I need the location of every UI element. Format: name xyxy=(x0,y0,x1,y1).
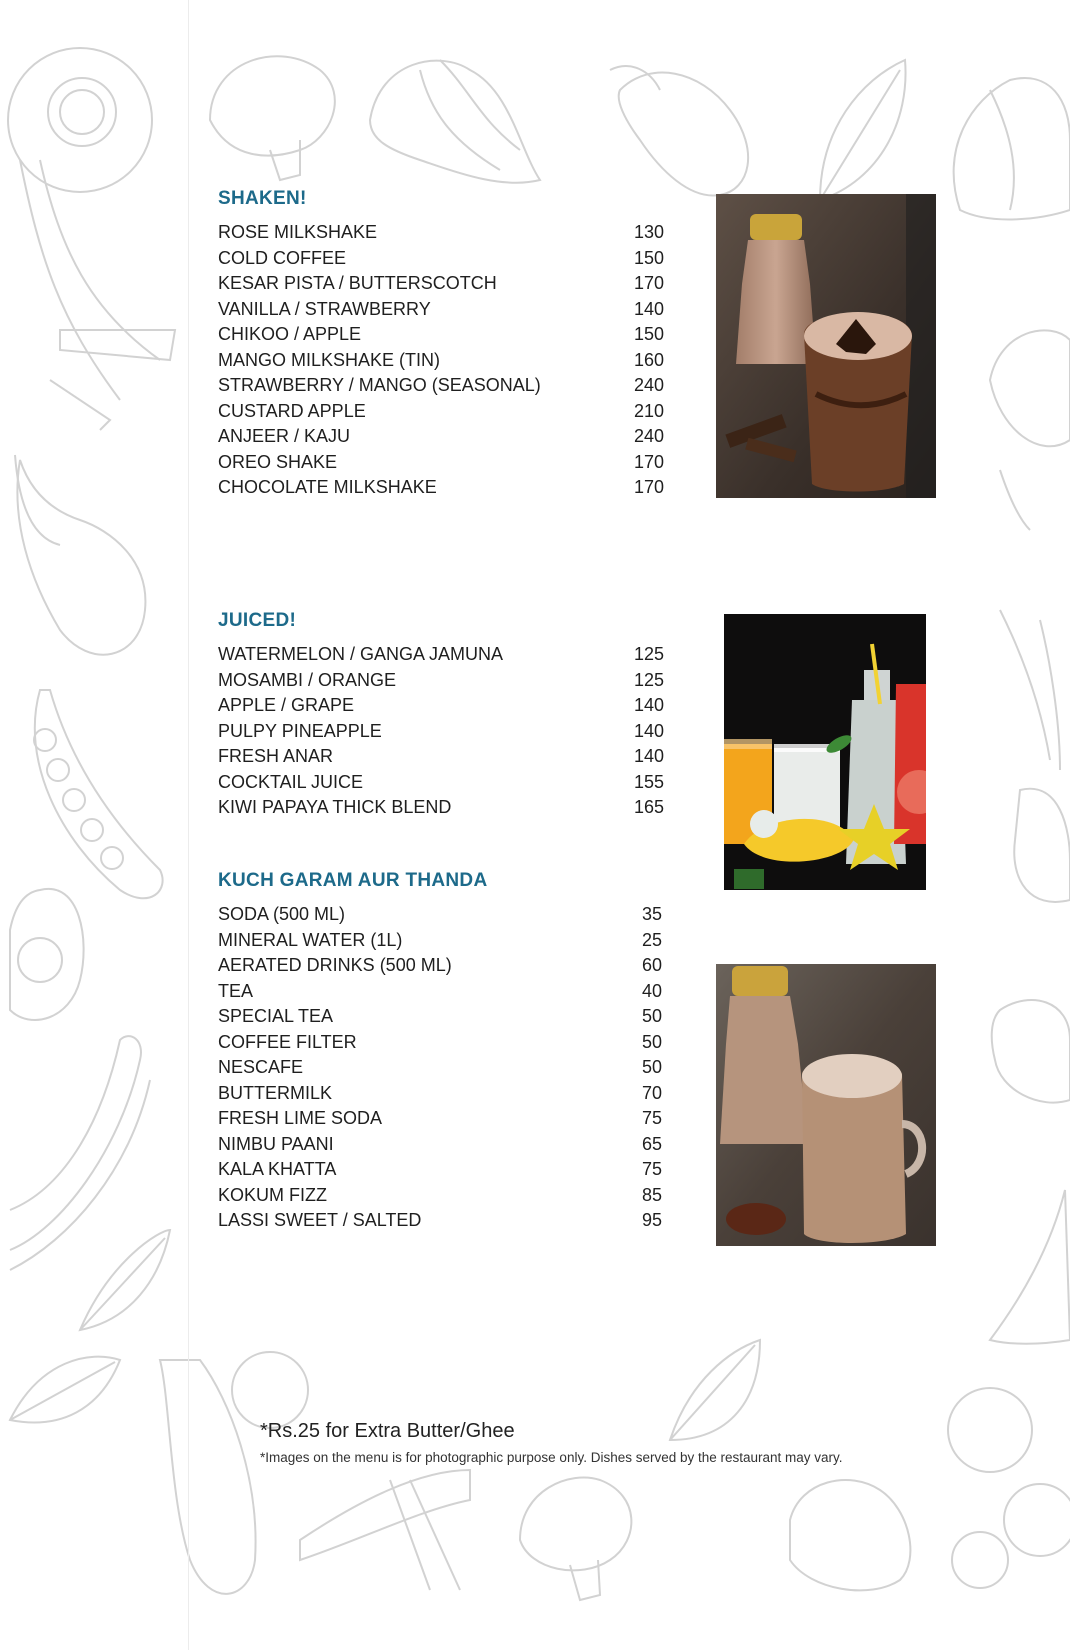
menu-item xyxy=(218,693,664,719)
menu-item-name: KOKUM FIZZ xyxy=(218,1184,327,1205)
menu-item-price: 85 xyxy=(641,1184,662,1205)
tomato-bottom-sketch-icon xyxy=(948,1388,1070,1588)
menu-item xyxy=(218,399,664,425)
menu-item xyxy=(218,246,664,272)
menu-item-name: KALA KHATTA xyxy=(218,1159,337,1179)
footnote-extra-butter: *Rs.25 for Extra Butter/Ghee xyxy=(260,1420,515,1442)
menu-item-price: 50 xyxy=(641,1006,662,1026)
menu-item-price: 240 xyxy=(633,375,664,395)
menu-item-price: 65 xyxy=(641,1133,662,1154)
menu-item xyxy=(218,271,664,297)
menu-item xyxy=(218,1081,662,1107)
leek-sketch-icon xyxy=(20,160,175,430)
menu-item xyxy=(218,668,664,694)
menu-item xyxy=(218,928,662,954)
menu-item-name: LASSI SWEET / SALTED xyxy=(218,1210,422,1230)
menu-item-price: 240 xyxy=(633,426,664,446)
menu-item-price: 165 xyxy=(633,797,664,817)
menu-item-price: 155 xyxy=(633,771,664,792)
menu-item xyxy=(218,348,664,374)
menu-item-name: NIMBU PAANI xyxy=(218,1133,334,1154)
menu-item xyxy=(218,297,664,323)
eggplant-left-sketch-icon xyxy=(15,455,145,655)
page-fold-line xyxy=(188,0,189,1650)
menu-item-name: ROSE MILKSHAKE xyxy=(218,222,378,242)
menu-item-name: MINERAL WATER (1L) xyxy=(218,929,403,950)
avocado-sketch-icon xyxy=(10,889,84,1020)
leaf-bottom-left-sketch-icon xyxy=(10,1357,120,1423)
leek-bottom-sketch-icon xyxy=(300,1470,470,1590)
bell-pepper-sketch-icon xyxy=(992,1000,1070,1103)
menu-item xyxy=(218,1132,662,1158)
menu-item-price: 40 xyxy=(641,980,662,1001)
menu-item-price: 170 xyxy=(633,451,664,472)
onion-sketch-icon xyxy=(954,78,1070,219)
menu-item-price: 60 xyxy=(641,955,662,975)
menu-item xyxy=(218,744,664,770)
menu-item-price: 210 xyxy=(633,400,664,421)
menu-item xyxy=(218,795,664,821)
menu-item-name: CHOCOLATE MILKSHAKE xyxy=(218,477,437,497)
menu-item-price: 140 xyxy=(633,695,664,715)
menu-item-name: AERATED DRINKS (500 ML) xyxy=(218,955,452,975)
section-title: KUCH GARAM AUR THANDA xyxy=(218,870,488,891)
menu-item-price: 140 xyxy=(633,298,664,319)
menu-item-name: PULPY PINEAPPLE xyxy=(218,720,382,741)
lassi-photo xyxy=(716,964,936,1246)
menu-item-name: MOSAMBI / ORANGE xyxy=(218,669,397,690)
menu-item xyxy=(218,770,664,796)
leaf-sketch-icon xyxy=(820,60,906,200)
menu-item-price: 25 xyxy=(641,929,662,950)
menu-item-price: 140 xyxy=(633,720,664,741)
milkshake-photo xyxy=(716,194,936,498)
footnote-disclaimer: *Images on the menu is for photographic purpose only. Dishes served by the restaurant may vary. xyxy=(260,1450,843,1465)
leaf-bottom-sketch-icon xyxy=(670,1340,760,1440)
menu-item-name: MANGO MILKSHAKE (TIN) xyxy=(218,349,441,370)
menu-item-price: 150 xyxy=(633,247,664,268)
section-kuch-garam-aur-thanda xyxy=(218,870,662,1234)
menu-item xyxy=(218,902,662,928)
menu-item-name: SPECIAL TEA xyxy=(218,1006,334,1026)
section-title: SHAKEN! xyxy=(218,188,307,209)
menu-item-name: STRAWBERRY / MANGO (SEASONAL) xyxy=(218,375,541,395)
menu-item-price: 140 xyxy=(633,746,664,766)
menu-item xyxy=(218,642,664,668)
menu-item-name: APPLE / GRAPE xyxy=(218,695,355,715)
pea-pod-sketch-icon xyxy=(34,690,163,898)
section-shaken xyxy=(218,188,664,501)
menu-item xyxy=(218,220,664,246)
menu-item xyxy=(218,1208,662,1234)
menu-item-list xyxy=(218,220,664,501)
menu-item-name: OREO SHAKE xyxy=(218,451,338,472)
menu-item-name: COLD COFFEE xyxy=(218,247,347,268)
menu-item-price: 170 xyxy=(633,477,664,497)
menu-item-name: WATERMELON / GANGA JAMUNA xyxy=(218,644,504,664)
menu-item xyxy=(218,322,664,348)
menu-item-price: 75 xyxy=(641,1159,662,1179)
menu-item xyxy=(218,1157,662,1183)
menu-item-list xyxy=(218,642,664,821)
menu-item-name: ANJEER / KAJU xyxy=(218,426,351,446)
menu-item xyxy=(218,1106,662,1132)
section-juiced xyxy=(218,610,664,821)
menu-item-name: FRESH LIME SODA xyxy=(218,1108,383,1128)
peach-sketch-icon xyxy=(8,48,152,192)
menu-item xyxy=(218,475,664,501)
menu-item-name: NESCAFE xyxy=(218,1057,304,1077)
menu-item-price: 125 xyxy=(633,669,664,690)
menu-item-list xyxy=(218,902,662,1234)
mushroom-bottom-sketch-icon xyxy=(520,1478,631,1601)
menu-item-price: 35 xyxy=(641,904,662,924)
carrot-bottom-sketch-icon xyxy=(160,1360,256,1594)
section-title: JUICED! xyxy=(218,610,297,631)
menu-item-price: 70 xyxy=(641,1082,662,1103)
menu-item-name: TEA xyxy=(218,980,254,1001)
mushroom-sketch-icon xyxy=(210,56,335,180)
menu-item-price: 160 xyxy=(633,349,664,370)
juices-photo xyxy=(724,614,926,890)
menu-item-price: 150 xyxy=(633,324,664,344)
menu-item-price: 125 xyxy=(633,644,664,664)
menu-item-price: 130 xyxy=(633,222,664,242)
menu-item xyxy=(218,1183,662,1209)
eggplant-sketch-icon xyxy=(610,66,748,195)
menu-item xyxy=(218,979,662,1005)
menu-item xyxy=(218,719,664,745)
menu-item-name: BUTTERMILK xyxy=(218,1082,333,1103)
banana-sketch-icon xyxy=(10,1036,150,1270)
radish-sketch-icon xyxy=(990,330,1070,530)
menu-item-name: CUSTARD APPLE xyxy=(218,400,366,421)
menu-item-name: COFFEE FILTER xyxy=(218,1031,357,1052)
menu-item-name: VANILLA / STRAWBERRY xyxy=(218,298,431,319)
menu-item-name: KESAR PISTA / BUTTERSCOTCH xyxy=(218,273,497,293)
beet-sketch-icon xyxy=(1000,610,1070,902)
menu-item-name: CHIKOO / APPLE xyxy=(218,324,362,344)
menu-item xyxy=(218,450,664,476)
menu-item-price: 75 xyxy=(641,1108,662,1128)
menu-item-name: COCKTAIL JUICE xyxy=(218,771,364,792)
menu-item xyxy=(218,1004,662,1030)
menu-item-price: 95 xyxy=(641,1210,662,1230)
menu-item xyxy=(218,373,664,399)
cabbage-sketch-icon xyxy=(370,60,540,183)
menu-item xyxy=(218,953,662,979)
menu-item-name: FRESH ANAR xyxy=(218,746,334,766)
menu-item xyxy=(218,1055,662,1081)
carrot-right-sketch-icon xyxy=(990,1190,1070,1344)
menu-item xyxy=(218,424,664,450)
lemon-bottom-sketch-icon xyxy=(232,1352,308,1428)
menu-item-price: 50 xyxy=(641,1031,662,1052)
menu-item xyxy=(218,1030,662,1056)
menu-item-name: KIWI PAPAYA THICK BLEND xyxy=(218,797,452,817)
menu-item-price: 50 xyxy=(641,1057,662,1077)
menu-item-name: SODA (500 ML) xyxy=(218,904,346,924)
menu-item-price: 170 xyxy=(633,273,664,293)
leaf-left-sketch-icon xyxy=(80,1230,170,1330)
cabbage-bottom-sketch-icon xyxy=(790,1480,910,1590)
